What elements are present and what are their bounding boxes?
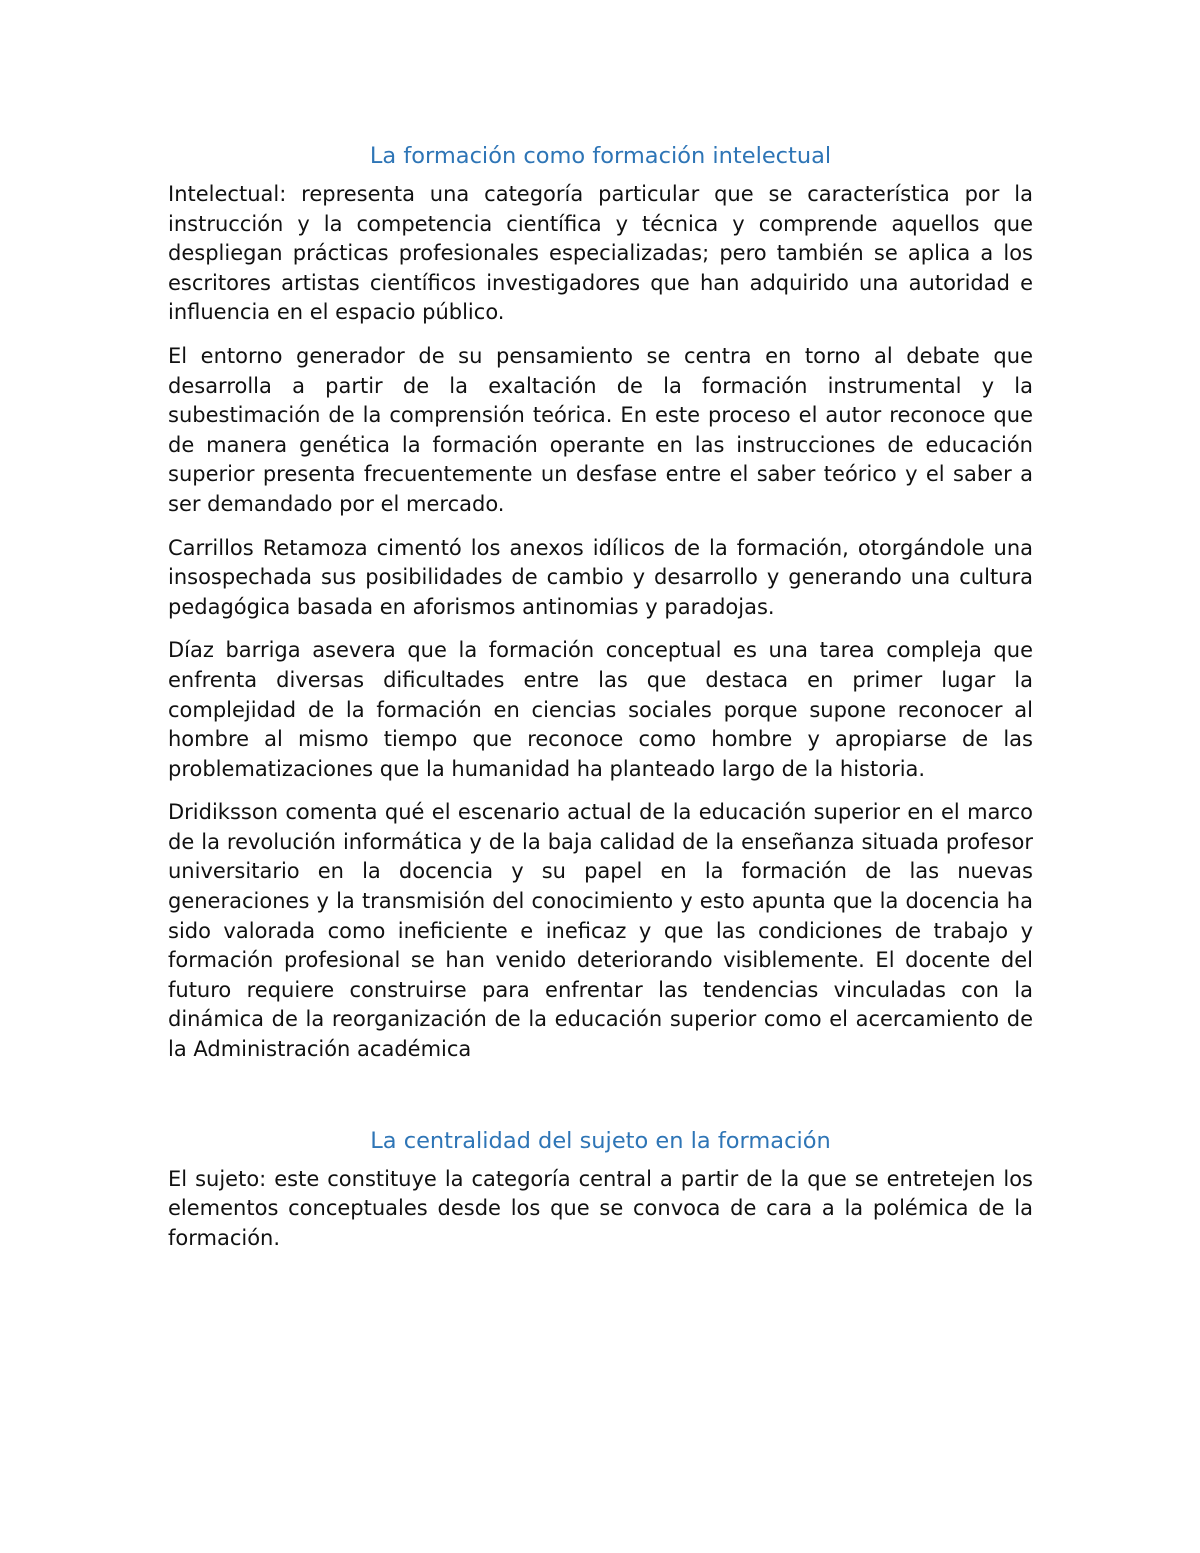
- paragraph-dridiksson: Dridiksson comenta qué el escenario actual de la educación superior en el marco de la revolución informática y de la baja calidad de la enseñanza situada profesor universitario en la docencia y su papel en la formación de las nuevas generaciones y la transmisión del conocimiento y esto apunta que la docencia ha sido valorada como ineficiente e ineficaz y que las condiciones de trabajo y formación profesional se han venido deteriorando visiblemente. El docente del futuro requiere construirse para enfrentar las tendencias vinculadas con la dinámica de la reorganización de la educación superior como el acercamiento de la Administración académica: [168, 800, 1033, 1062]
- document-page: [168, 128, 1033, 1267]
- paragraph-intelectual: Intelectual: representa una categoría particular que se característica por la instrucción y la competencia científica y técnica y comprende aquellos que despliegan prácticas profesionales especializadas; pero también se aplica a los escritores artistas científicos investigadores que han adquirido una autoridad e influencia en el espacio público.: [168, 182, 1033, 325]
- paragraph-diaz-barriga: Díaz barriga asevera que la formación conceptual es una tarea compleja que enfrenta diversas dificultades entre las que destaca en primer lugar la complejidad de la formación en ciencias sociales porque supone reconocer al hombre al mismo tiempo que reconoce como hombre y apropiarse de las problematizaciones que la humanidad ha planteado largo de la historia.: [168, 638, 1033, 781]
- paragraph-carrillos-retamoza: Carrillos Retamoza cimentó los anexos idílicos de la formación, otorgándole una insospechada sus posibilidades de cambio y desarrollo y generando una cultura pedagógica basada en aforismos antinomias y paradojas.: [168, 535, 1033, 619]
- paragraph-el-sujeto: El sujeto: este constituye la categoría central a partir de la que se entretejen los elementos conceptuales desde los que se convoca de cara a la polémica de la formación.: [168, 1166, 1033, 1250]
- section-heading-formacion-intelectual: La formación como formación intelectual: [369, 143, 832, 169]
- paragraph-entorno-generador: El entorno generador de su pensamiento se centra en torno al debate que desarrolla a partir de la exaltación de la formación instrumental y la subestimación de la comprensión teórica. En este proceso el autor reconoce que de manera genética la formación operante en las instrucciones de educación superior presenta frecuentemente un desfase entre el saber teórico y el saber a ser demandado por el mercado.: [168, 343, 1033, 516]
- section-heading-centralidad-sujeto: La centralidad del sujeto en la formación: [370, 1127, 831, 1154]
